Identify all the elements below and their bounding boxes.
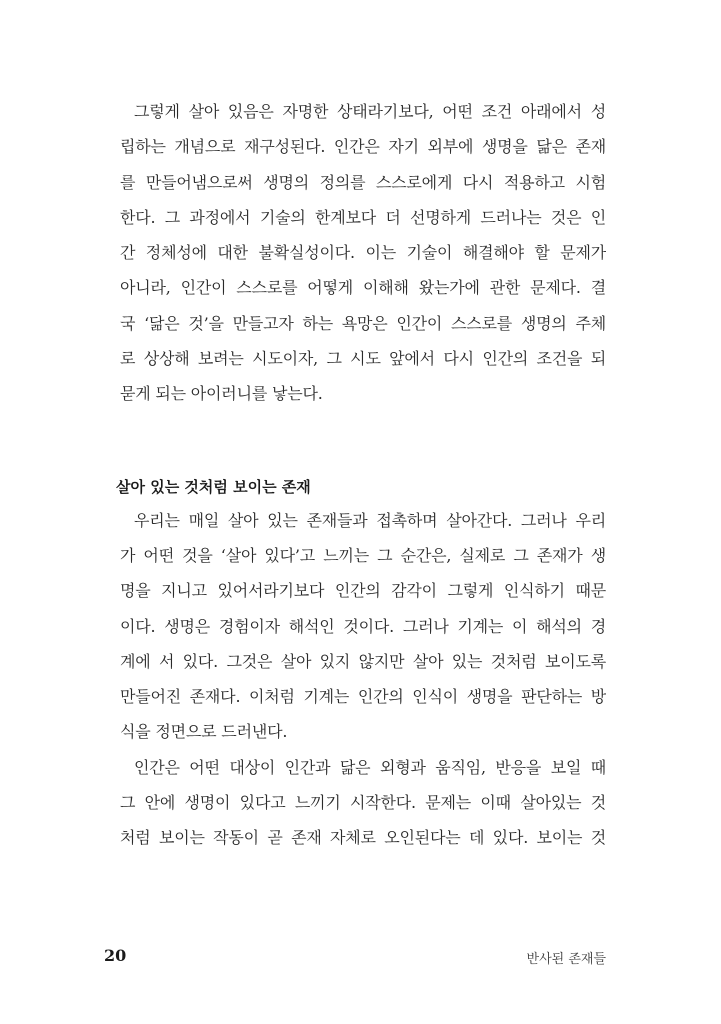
- paragraph-line: 간 정체성에 대한 불확실성이다. 이는 기술이 해결해야 할 문제가: [120, 243, 606, 263]
- paragraph-line: 계에 서 있다. 그것은 살아 있지 않지만 살아 있는 것처럼 보이도록: [120, 651, 606, 671]
- paragraph-line: 만들어진 존재다. 이처럼 기계는 인간의 인식이 생명을 판단하는 방: [120, 687, 606, 707]
- paragraph-line: 그렇게 살아 있음은 자명한 상태라기보다, 어떤 조건 아래에서 성: [134, 102, 606, 121]
- paragraph-line: 립하는 개념으로 재구성된다. 인간은 자기 외부에 생명을 닮은 존재: [120, 137, 606, 157]
- paragraph-2: [104, 503, 606, 750]
- page-footer: [104, 946, 606, 970]
- page-number: 20: [104, 946, 127, 965]
- paragraph-line: 가 어떤 것을 ‘살아 있다’고 느끼는 그 순간은, 실제로 그 존재가 생: [120, 545, 606, 565]
- paragraph-line: 로 상상해 보려는 시도이자, 그 시도 앞에서 다시 인간의 조건을 되: [120, 349, 606, 369]
- paragraph-line: 그 안에 생명이 있다고 느끼기 시작한다. 문제는 이때 살아있는 것: [120, 793, 606, 813]
- section-spacer: [104, 412, 606, 477]
- paragraph-line: 우리는 매일 살아 있는 존재들과 접촉하며 살아간다. 그러나 우리: [134, 510, 606, 530]
- page-body: [104, 94, 606, 856]
- paragraph-line: 한다. 그 과정에서 기술의 한계보다 더 선명하게 드러나는 것은 인: [120, 207, 606, 227]
- paragraph-1: [104, 94, 606, 412]
- section-heading: 살아 있는 것처럼 보이는 존재: [116, 477, 311, 496]
- paragraph-line: 명을 지니고 있어서라기보다 인간의 감각이 그렇게 인식하기 때문: [120, 581, 606, 601]
- paragraph-line: 처럼 보이는 작동이 곧 존재 자체로 오인된다는 데 있다. 보이는 것: [120, 828, 606, 848]
- paragraph-line: 묻게 되는 아이러니를 낳는다.: [120, 384, 323, 404]
- paragraph-line: 식을 정면으로 드러낸다.: [120, 722, 288, 742]
- paragraph-line: 를 만들어냄으로써 생명의 정의를 스스로에게 다시 적용하고 시험: [120, 172, 606, 192]
- paragraph-line: 국 ‘닮은 것’을 만들고자 하는 욕망은 인간이 스스로를 생명의 주체: [120, 313, 606, 333]
- paragraph-line: 이다. 생명은 경험이자 해석인 것이다. 그러나 기계는 이 해석의 경: [120, 616, 606, 636]
- paragraph-line: 인간은 어떤 대상이 인간과 닮은 외형과 움직임, 반응을 보일 때: [134, 757, 606, 777]
- running-title: 반사된 존재들: [526, 952, 606, 967]
- paragraph-3: [104, 750, 606, 856]
- paragraph-line: 아니라, 인간이 스스로를 어떻게 이해해 왔는가에 관한 문제다. 결: [120, 278, 606, 298]
